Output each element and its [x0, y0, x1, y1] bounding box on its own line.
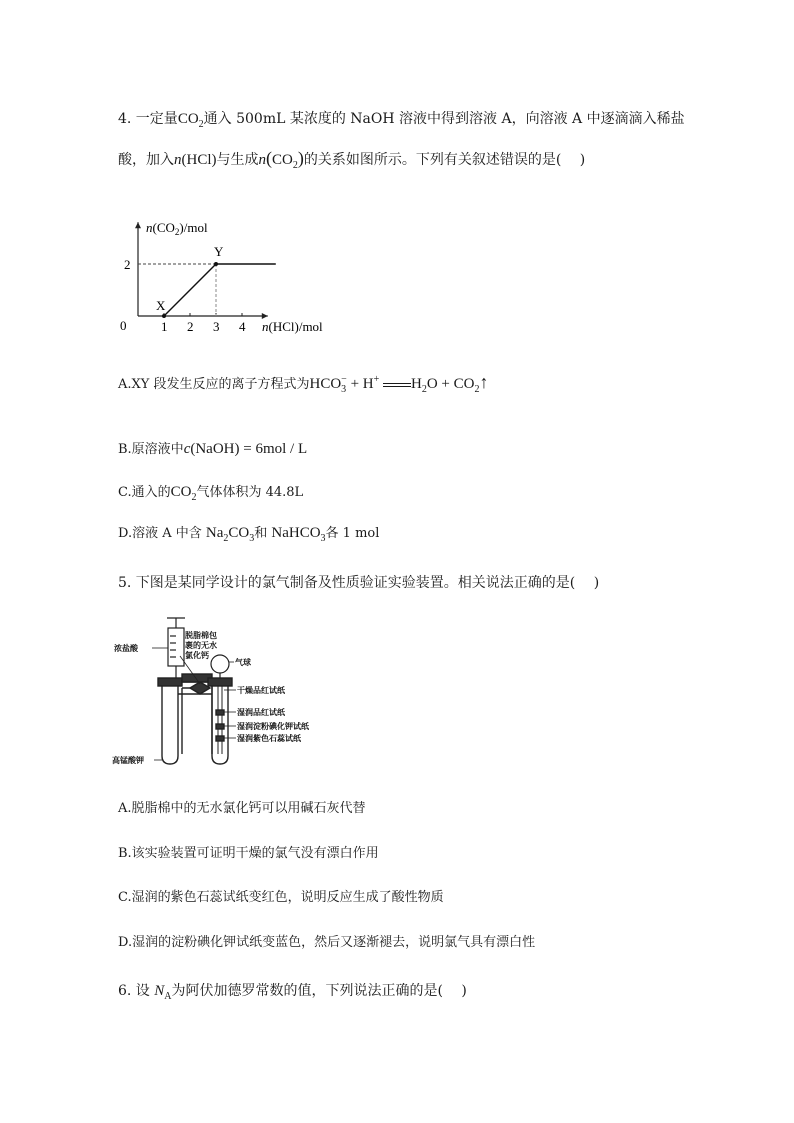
ionic-equation: $HCO_3^- + H^+$ $H_2O$ + $CO_2↑$: [309, 372, 489, 395]
y-tick-label-2: 2: [124, 257, 131, 272]
gas-arrow: ↑: [479, 372, 489, 392]
y-axis-arrow: [135, 222, 141, 228]
point-label-Y: Y: [214, 244, 224, 259]
x-axis-label: n(HCl)/mol: [262, 319, 323, 334]
q4-stem-line1: 4. 一定量$CO_2$通入 500mL 某浓度的 NaOH 溶液中得到溶液 A，向溶液 A 中逐滴滴入稀盐: [118, 111, 685, 130]
label-cotton-3: 氯化钙: [185, 651, 209, 660]
x-tick-label-1: 1: [161, 319, 168, 334]
co2-formula: $CO_2$: [177, 111, 204, 130]
co2-hcl-chart: [110, 192, 350, 342]
x-tick-label-3: 3: [213, 319, 220, 334]
label-cotton-1: 脱脂棉包: [185, 631, 217, 640]
right-test-tube: [208, 678, 232, 764]
q5-option-c: C.湿润的紫色石蕊试纸变红色，说明反应生成了酸性物质: [118, 890, 444, 905]
q5-stem: 5. 下图是某同学设计的氯气制备及性质验证实验装置。相关说法正确的是( ): [118, 575, 600, 591]
q4-option-a: A.XY 段发生反应的离子方程式为$HCO_3^- + H^+$ $H_2O$ + $CO_2↑$: [118, 372, 489, 395]
origin-label: 0: [120, 318, 127, 333]
left-test-tube: [158, 678, 182, 764]
equals-arrow: [383, 383, 411, 387]
y-axis-label: $n(CO_2)$/mol: [146, 220, 208, 238]
n-co2: $n(CO_2)$: [258, 148, 304, 171]
n-hcl: n(HCl): [174, 152, 217, 168]
label-dry-paper: 干燥品红试纸: [237, 686, 285, 695]
label-wet-litmus: 湿润紫色石蕊试纸: [237, 734, 301, 743]
syringe: [167, 618, 185, 678]
label-wet-ki: 湿润淀粉碘化钾试纸: [237, 722, 309, 731]
label-conc-hcl: 浓盐酸: [114, 644, 138, 653]
q4-option-d: D.溶液 A 中含 $Na_2CO_3$和 NaHCO$_3$各 1 mol: [118, 525, 380, 544]
point-label-X: X: [156, 298, 166, 313]
x-tick-label-4: 4: [239, 319, 246, 334]
point-Y: [214, 262, 218, 266]
connecting-tube: [178, 682, 212, 700]
label-balloon: 气球: [235, 658, 251, 667]
x-tick-label-2: 2: [187, 319, 194, 334]
q6-stem: 6. 设 $N_A$为阿伏加德罗常数的值，下列说法正确的是( ): [118, 983, 467, 1002]
q5-option-a: A.脱脂棉中的无水氯化钙可以用碱石灰代替: [118, 801, 366, 816]
q4-stem-line2: 酸，加入n(HCl)与生成$n(CO_2)$的关系如图所示。下列有关叙述错误的是( ): [118, 148, 586, 171]
q5-option-b: B.该实验装置可证明干燥的氯气没有漂白作用: [118, 846, 379, 861]
co2-series-line: [164, 264, 276, 316]
q4-option-b: B.原溶液中c(NaOH) = 6mol / L: [118, 441, 308, 457]
q5-option-d: D.湿润的淀粉碘化钾试纸变蓝色，然后又逐渐褪去，说明氯气具有漂白性: [118, 935, 536, 950]
balloon-icon: [211, 655, 229, 673]
point-X: [162, 314, 166, 318]
label-wet-magenta: 湿润品红试纸: [237, 708, 285, 717]
label-kmno4: 高锰酸钾: [112, 756, 144, 765]
label-cotton-2: 裹的无水: [185, 641, 217, 650]
chlorine-apparatus-diagram: [112, 614, 342, 774]
q4-option-c: C.通入的$CO_2$气体体积为 44.8L: [118, 484, 304, 503]
